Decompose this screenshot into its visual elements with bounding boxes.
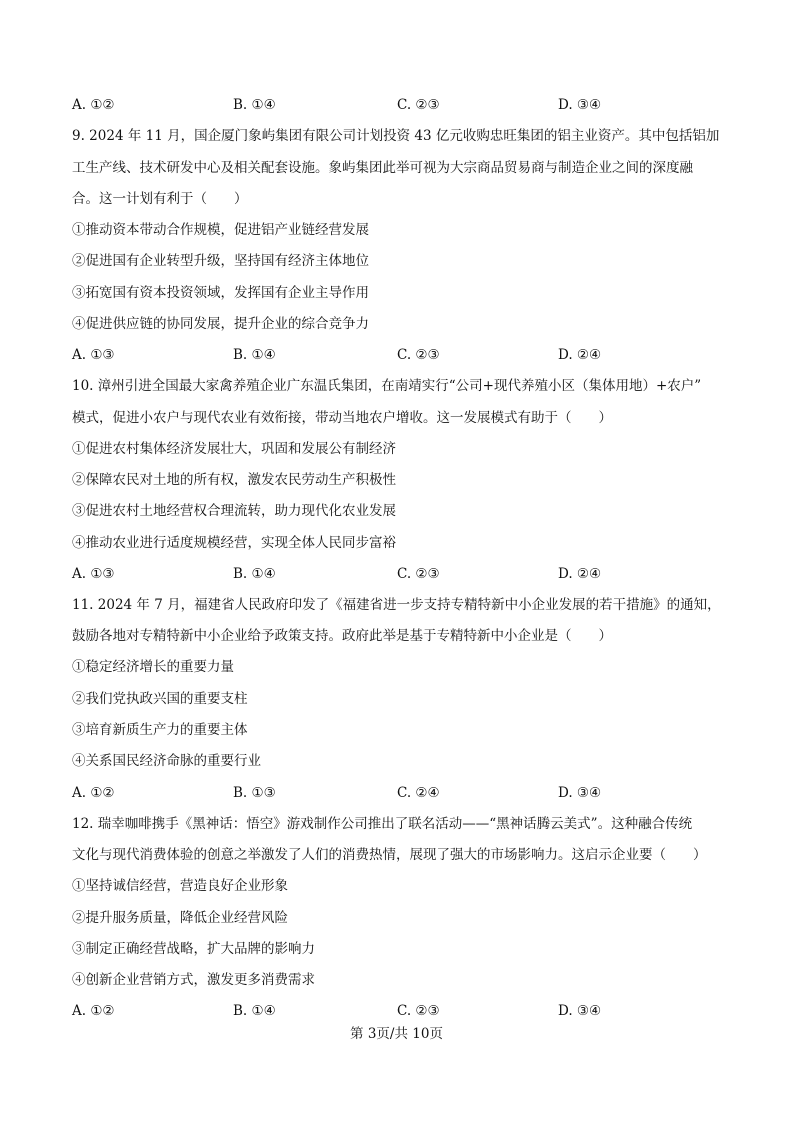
q12-item: ④创新企业营销方式，激发更多消费需求 bbox=[72, 972, 315, 988]
q11-option-c: C. ②④ bbox=[397, 785, 440, 801]
q9-option-b: B. ①④ bbox=[233, 347, 276, 363]
q10-option-a: A. ①③ bbox=[72, 566, 115, 582]
q9-item: ④促进供应链的协同发展，提升企业的综合竞争力 bbox=[72, 316, 369, 332]
q9-item: ①推动资本带动合作规模，促进铝产业链经营发展 bbox=[72, 222, 369, 238]
q9-option-d: D. ②④ bbox=[558, 347, 602, 363]
q10-stem-line: 模式，促进小农户与现代农业有效衔接，带动当地农户增收。这一发展模式有助于（ ） bbox=[72, 410, 612, 426]
q12-option-a: A. ①② bbox=[72, 1003, 115, 1019]
q11-item: ③培育新质生产力的重要主体 bbox=[72, 722, 248, 738]
q8-option-b: B. ①④ bbox=[233, 97, 276, 113]
q11-item: ④关系国民经济命脉的重要行业 bbox=[72, 753, 261, 769]
q12-item: ③制定正确经营战略，扩大品牌的影响力 bbox=[72, 941, 315, 957]
q9-option-a: A. ①③ bbox=[72, 347, 115, 363]
q10-option-c: C. ②③ bbox=[397, 566, 440, 582]
page-number: 第 3页/共 10页 bbox=[350, 1026, 443, 1042]
q10-option-d: D. ②④ bbox=[558, 566, 602, 582]
q8-option-c: C. ②③ bbox=[397, 97, 440, 113]
q12-options bbox=[72, 1001, 722, 1021]
q10-item: ②保障农民对土地的所有权，激发农民劳动生产积极性 bbox=[72, 472, 396, 488]
q12-option-d: D. ③④ bbox=[558, 1003, 602, 1019]
q12-item: ①坚持诚信经营，营造良好企业形象 bbox=[72, 878, 288, 894]
q8-option-a: A. ①② bbox=[72, 97, 115, 113]
q10-item: ③促进农村土地经营权合理流转，助力现代化农业发展 bbox=[72, 503, 396, 519]
q9-stem-line: 工生产线、技术研发中心及相关配套设施。象屿集团此举可视为大宗商品贸易商与制造企业之间的深度融 bbox=[72, 160, 693, 176]
q11-stem-line: 鼓励各地对专精特新中小企业给予政策支持。政府此举是基于专精特新中小企业是（ ） bbox=[72, 628, 612, 644]
q12-option-b: B. ①④ bbox=[233, 1003, 276, 1019]
q11-options bbox=[72, 783, 722, 803]
q12-option-c: C. ②③ bbox=[397, 1003, 440, 1019]
q10-item: ①促进农村集体经济发展壮大，巩固和发展公有制经济 bbox=[72, 441, 396, 457]
q11-item: ①稳定经济增长的重要力量 bbox=[72, 659, 234, 675]
q12-stem-line: 12. 瑞幸咖啡携手《黑神话：悟空》游戏制作公司推出了联名活动——“黑神话腾云美式”。这种融合传统 bbox=[72, 816, 693, 832]
q10-option-b: B. ①④ bbox=[233, 566, 276, 582]
q9-options bbox=[72, 345, 722, 365]
q10-item: ④推动农业进行适度规模经营，实现全体人民同步富裕 bbox=[72, 535, 396, 551]
q9-item: ③拓宽国有资本投资领域，发挥国有企业主导作用 bbox=[72, 285, 369, 301]
q9-option-c: C. ②③ bbox=[397, 347, 440, 363]
q12-item: ②提升服务质量，降低企业经营风险 bbox=[72, 910, 288, 926]
q11-item: ②我们党执政兴国的重要支柱 bbox=[72, 691, 248, 707]
q8-option-d: D. ③④ bbox=[558, 97, 602, 113]
q11-option-b: B. ①③ bbox=[233, 785, 276, 801]
q10-options bbox=[72, 564, 722, 584]
q11-stem-line: 11. 2024 年 7 月，福建省人民政府印发了《福建省进一步支持专精特新中小企业发展的若干措施》的通知， bbox=[72, 597, 721, 613]
q12-stem-line: 文化与现代消费体验的创意之举激发了人们的消费热情，展现了强大的市场影响力。这启示企业要（ ） bbox=[72, 847, 707, 863]
q11-option-d: D. ③④ bbox=[558, 785, 602, 801]
q9-item: ②促进国有企业转型升级，坚持国有经济主体地位 bbox=[72, 253, 369, 269]
q9-stem-line: 合。这一计划有利于（ ） bbox=[72, 191, 248, 207]
q8-options bbox=[72, 95, 722, 115]
q9-stem-line: 9. 2024 年 11 月，国企厦门象屿集团有限公司计划投资 43 亿元收购忠旺集团的铝主业资产。其中包括铝加 bbox=[72, 128, 720, 144]
q10-stem-line: 10. 漳州引进全国最大家禽养殖企业广东温氏集团，在南靖实行“公司+现代养殖小区（集体用地）+农户” bbox=[72, 378, 702, 394]
q11-option-a: A. ①② bbox=[72, 785, 115, 801]
